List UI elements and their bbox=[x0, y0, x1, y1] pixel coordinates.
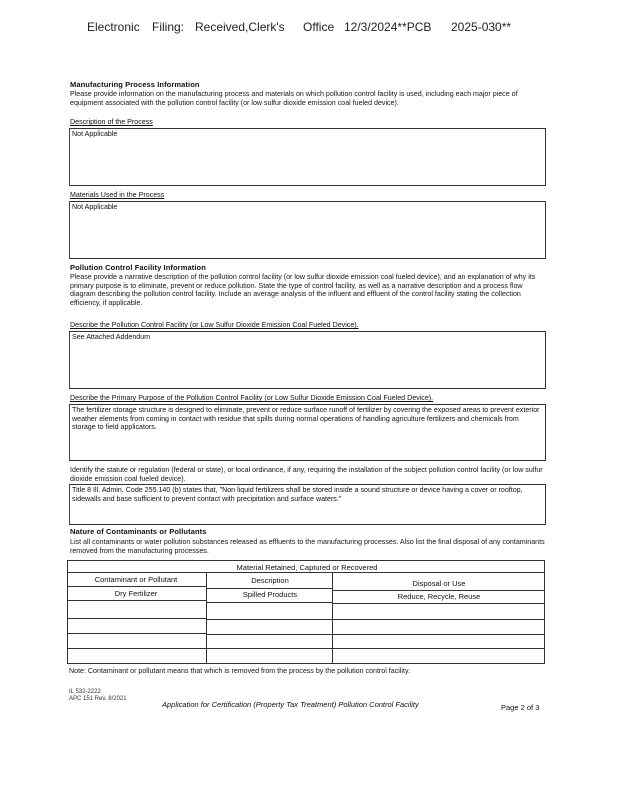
stamp-received: Received,Clerk's bbox=[195, 20, 285, 34]
statute-label: Identify the statute or regulation (federal or state), or local ordinance, if any, requiring the installation of the subject pollution control facility (or low sulfur dioxide emission coal fueled device). bbox=[70, 466, 543, 483]
table-rule bbox=[67, 633, 206, 634]
table-rule bbox=[333, 590, 545, 591]
facility-description-field[interactable] bbox=[69, 331, 546, 389]
stamp-electronic: Electronic bbox=[87, 20, 140, 34]
process-description-field[interactable] bbox=[69, 128, 546, 186]
contaminants-title: Nature of Contaminants or Pollutants bbox=[70, 527, 207, 536]
stamp-case-number: 2025-030** bbox=[451, 20, 512, 34]
column-divider bbox=[206, 572, 207, 663]
statute-field[interactable] bbox=[69, 484, 546, 525]
table-group-header: Material Retained, Captured or Recovered bbox=[236, 563, 378, 572]
contaminants-table bbox=[67, 560, 545, 664]
table-border-bottom bbox=[67, 663, 545, 664]
column-header-description: Description bbox=[251, 576, 289, 585]
contaminants-intro: List all contaminants or water pollution substances released as effluents to the manufacturing processes. Also list the final disposal of any contaminants removed from the manufacturing processes. bbox=[70, 538, 545, 555]
pollution-control-intro: Please provide a narrative description of the pollution control facility (or low sulfur dioxide emission coal fueled device), and an explanation of why its primary purpose is to eliminate, prevent or reduce pollution. State the type of control facility, as well as a narrative description and a process flow diagram describing the pollution control facility. Include an average analysis of the influent and effluent of the control facility stating the collection efficiency, if applicable. bbox=[70, 273, 536, 307]
table-cell-contaminant: Dry Fertilizer bbox=[114, 589, 158, 598]
statute-value: Title 8 Ill. Admin. Code 255.140 (b) states that, "Non liquid fertilizers shall be stored inside a sound structure or device having a cover or rooftop, sidewalls and base sufficient to prevent contact with precipitation and surface waters." bbox=[72, 486, 523, 503]
table-rule bbox=[207, 602, 332, 603]
table-rule bbox=[67, 648, 545, 649]
pollution-control-title: Pollution Control Facility Information bbox=[70, 263, 206, 272]
table-cell-disposal: Reduce, Recycle, Reuse bbox=[397, 592, 481, 601]
table-rule bbox=[333, 619, 545, 620]
facility-description-label: Describe the Pollution Control Facility (or Low Sulfur Dioxide Emission Coal Fueled Device). bbox=[70, 321, 359, 329]
facility-description-value: See Attached Addendum bbox=[72, 333, 151, 341]
materials-field[interactable] bbox=[69, 201, 546, 259]
stamp-date-pcb: 12/3/2024**PCB bbox=[344, 20, 432, 34]
materials-value: Not Applicable bbox=[72, 203, 118, 211]
contaminants-note: Note: Contaminant or pollutant means that which is removed from the process by the pollution control facility. bbox=[69, 667, 410, 675]
table-rule bbox=[67, 572, 545, 573]
primary-purpose-value: The fertilizer storage structure is designed to eliminate, prevent or reduce surface runoff of fertilizer by covering the exposed areas to prevent exterior weather elements from coming in contact with residue that spills during normal operations of handling agriculture fertilizers and chemicals from storage to field applicators. bbox=[72, 406, 540, 432]
manufacturing-title: Manufacturing Process Information bbox=[70, 80, 200, 89]
table-rule bbox=[67, 586, 206, 587]
table-rule bbox=[333, 603, 545, 604]
form-code: IL 532-2222 bbox=[69, 689, 101, 695]
table-rule bbox=[207, 588, 332, 589]
column-divider bbox=[332, 572, 333, 663]
table-rule bbox=[333, 634, 545, 635]
primary-purpose-field[interactable] bbox=[69, 404, 546, 461]
process-description-label: Description of the Process bbox=[70, 118, 153, 126]
form-revision: APC 151 Rev. 8/2021 bbox=[69, 696, 127, 702]
table-rule bbox=[207, 634, 332, 635]
manufacturing-intro: Please provide information on the manufacturing process and materials on which pollution control facility is used, including each major piece of equipment associated with the pollution control facility (or low sulfur dioxide emission coal fueled device). bbox=[70, 90, 518, 107]
table-cell-description: Spilled Products bbox=[242, 590, 298, 599]
footer-form-title: Application for Certification (Property Tax Treatment) Pollution Control Facility bbox=[162, 700, 419, 709]
table-rule bbox=[67, 600, 206, 601]
column-header-contaminant: Contaminant or Pollutant bbox=[94, 575, 178, 584]
process-description-value: Not Applicable bbox=[72, 130, 118, 138]
table-rule bbox=[67, 618, 206, 619]
stamp-office: Office bbox=[303, 20, 335, 34]
materials-label: Materials Used in the Process bbox=[70, 191, 165, 199]
table-rule bbox=[207, 619, 332, 620]
stamp-filing: Filing: bbox=[152, 20, 185, 34]
table-border-top bbox=[67, 560, 545, 561]
primary-purpose-label: Describe the Primary Purpose of the Pollution Control Facility (or Low Sulfur Dioxide Emission Coal Fueled Device). bbox=[70, 394, 434, 402]
page-number: Page 2 of 3 bbox=[501, 703, 540, 712]
column-header-disposal: Disposal or Use bbox=[412, 579, 466, 588]
